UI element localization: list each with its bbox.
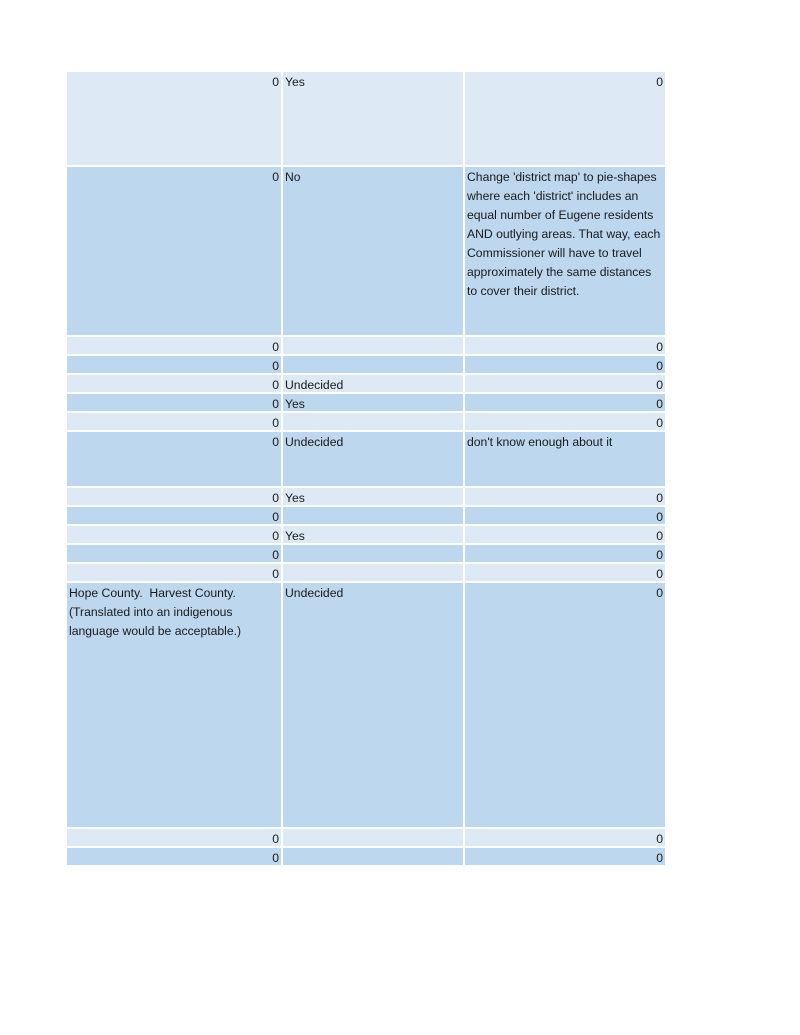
cell-answer: [281, 356, 463, 373]
cell-number: 0: [272, 491, 279, 505]
cell-number: 0: [272, 435, 279, 449]
table-row: [67, 507, 665, 526]
cell-number: 0: [272, 832, 279, 846]
cell-answer: [281, 564, 463, 581]
cell-answer: [281, 545, 463, 562]
cell-answer: [281, 507, 463, 524]
cell-comment: 0: [463, 72, 665, 165]
cell-comment: 0: [463, 337, 665, 354]
cell-number: 0: [272, 416, 279, 430]
cell-answer: Undecided: [281, 432, 463, 486]
cell-comment: 0: [463, 848, 665, 865]
table-row: [67, 375, 665, 394]
cell-comment: 0: [463, 583, 665, 827]
table-row: [67, 356, 665, 375]
cell-comment: 0: [463, 564, 665, 581]
table-row: [67, 337, 665, 356]
table-row: [67, 432, 665, 488]
cell-answer: No: [281, 167, 463, 335]
spreadsheet-table: [67, 72, 665, 867]
table-row: [67, 394, 665, 413]
table-row: [67, 167, 665, 337]
cell-answer: [281, 829, 463, 846]
cell-number: 0: [272, 359, 279, 373]
cell-answer: [281, 413, 463, 430]
cell-comment: 0: [463, 526, 665, 543]
cell-answer: [281, 848, 463, 865]
cell-answer: Yes: [281, 394, 463, 411]
cell-comment: Change 'district map' to pie-shapes where each 'district' includes an equal number of Eugene residents AND outlying areas. That way, each Commissioner will have to travel approximately the same distances to cover their district.: [463, 167, 665, 335]
table-row: [67, 545, 665, 564]
cell-number: Hope County. Harvest County. (Translated into an indigenous language would be acceptable.): [69, 586, 242, 638]
cell-answer: Undecided: [281, 583, 463, 827]
cell-comment: 0: [463, 413, 665, 430]
cell-comment: 0: [463, 394, 665, 411]
cell-comment: 0: [463, 507, 665, 524]
cell-comment: 0: [463, 545, 665, 562]
cell-answer: Undecided: [281, 375, 463, 392]
table-row: [67, 848, 665, 867]
cell-number: 0: [272, 567, 279, 581]
cell-comment: 0: [463, 375, 665, 392]
cell-answer: Yes: [281, 526, 463, 543]
cell-number: 0: [272, 170, 279, 184]
table-row: [67, 413, 665, 432]
table-row: [67, 583, 665, 829]
cell-number: 0: [272, 397, 279, 411]
table-row: [67, 488, 665, 507]
cell-comment: don't know enough about it: [463, 432, 665, 486]
cell-answer: [281, 337, 463, 354]
table-row: [67, 829, 665, 848]
cell-answer: Yes: [281, 72, 463, 165]
cell-number: 0: [272, 340, 279, 354]
cell-number: 0: [272, 851, 279, 865]
cell-answer: Yes: [281, 488, 463, 505]
cell-comment: 0: [463, 829, 665, 846]
cell-number: 0: [272, 529, 279, 543]
cell-number: 0: [272, 548, 279, 562]
table-row: [67, 564, 665, 583]
cell-number: 0: [272, 75, 279, 89]
table-row: [67, 526, 665, 545]
cell-number: 0: [272, 378, 279, 392]
cell-comment: 0: [463, 356, 665, 373]
cell-comment: 0: [463, 488, 665, 505]
table-row: [67, 72, 665, 167]
cell-number: 0: [272, 510, 279, 524]
